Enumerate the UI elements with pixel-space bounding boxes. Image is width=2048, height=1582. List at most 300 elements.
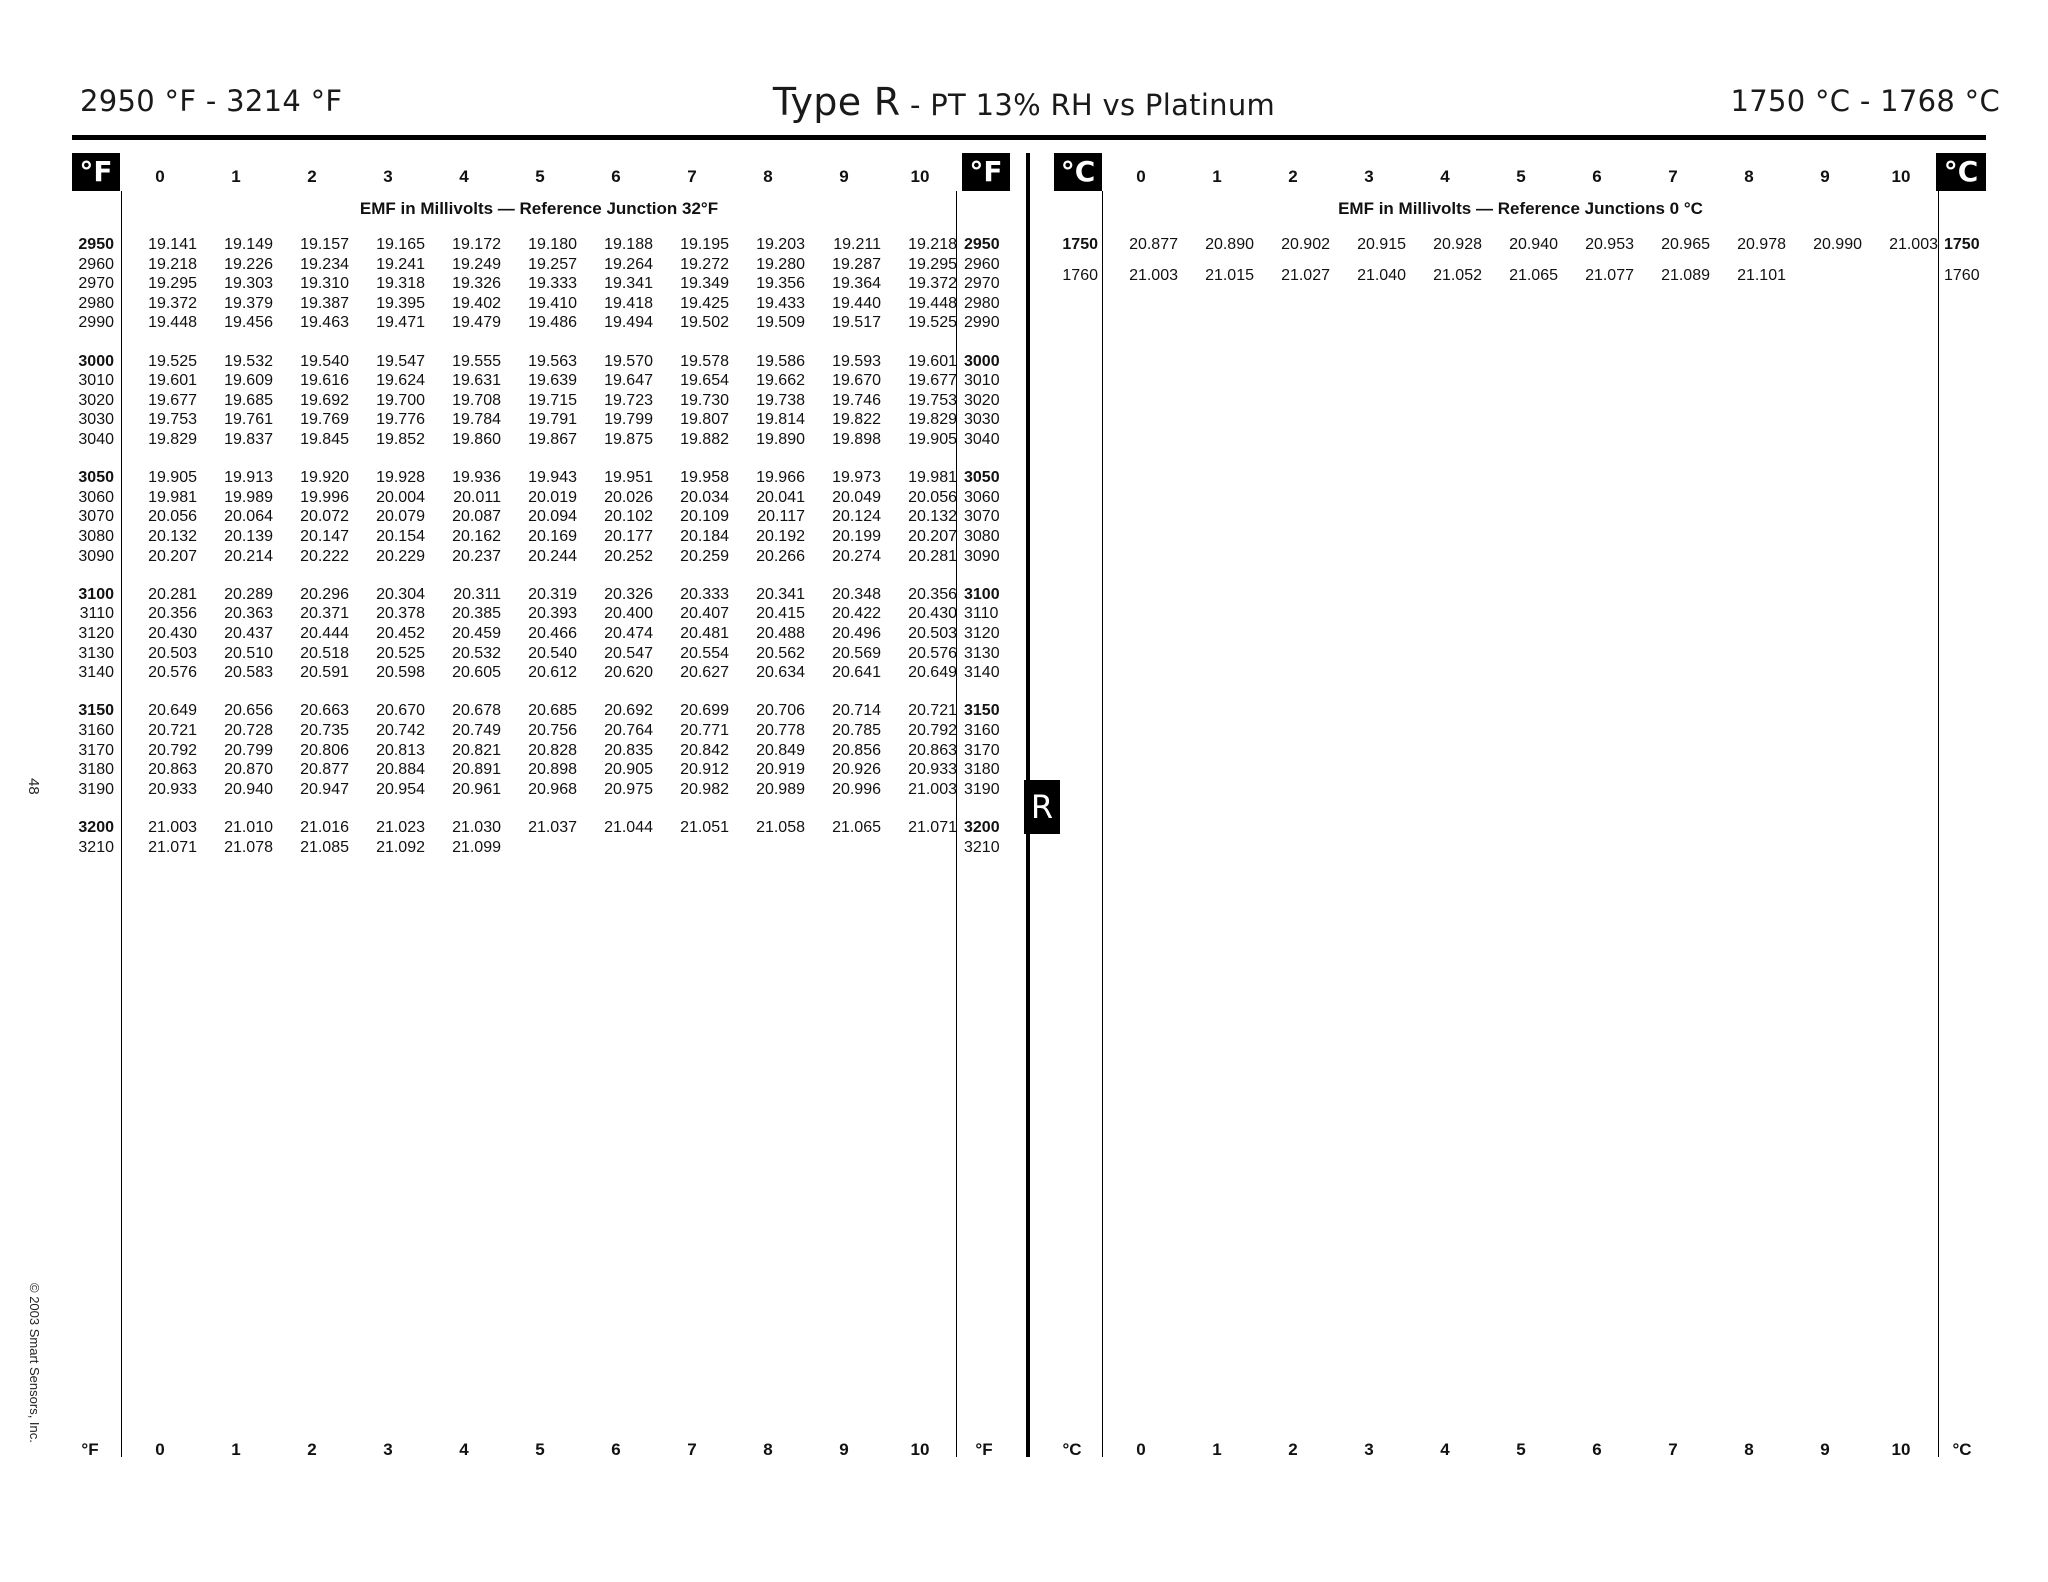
- f-column-footer: 2: [307, 1440, 317, 1459]
- emf-cell: 20.415: [756, 605, 805, 623]
- emf-cell: 19.563: [528, 352, 577, 370]
- emf-cell: 19.989: [224, 488, 273, 506]
- emf-cell: 20.169: [528, 528, 577, 545]
- f-row-label-left: 3110: [79, 605, 114, 623]
- emf-cell: 20.890: [1205, 236, 1254, 253]
- emf-cell: 20.430: [908, 605, 957, 623]
- emf-cell: 19.433: [756, 294, 805, 312]
- emf-cell: 19.920: [300, 469, 349, 487]
- emf-cell: 20.842: [680, 741, 729, 759]
- f-column-footer: 8: [763, 1440, 773, 1459]
- emf-cell: 19.958: [680, 469, 729, 487]
- emf-cell: 19.234: [300, 255, 349, 273]
- emf-cell: 20.792: [148, 741, 197, 759]
- emf-cell: 20.699: [680, 702, 729, 720]
- f-row-label-right: 2980: [964, 294, 1000, 312]
- f-row-label-right: 3010: [964, 372, 1000, 390]
- emf-cell: 20.813: [376, 741, 425, 759]
- f-row-label-left: 3070: [78, 508, 114, 526]
- emf-cell: 19.448: [148, 314, 197, 332]
- f-row-label-left: 2970: [78, 275, 114, 293]
- f-row-label-right: 3060: [964, 488, 1000, 506]
- emf-cell: 19.471: [376, 314, 425, 332]
- emf-cell: 20.989: [756, 780, 805, 798]
- emf-cell: 19.784: [452, 411, 501, 429]
- emf-cell: 19.791: [528, 411, 577, 429]
- emf-cell: 19.882: [680, 431, 729, 448]
- f-row-label-left: 3120: [78, 625, 114, 642]
- emf-cell: 19.555: [452, 352, 501, 370]
- emf-cell: 20.856: [832, 741, 881, 759]
- emf-cell: 20.214: [224, 547, 273, 565]
- emf-cell: 20.884: [376, 761, 425, 779]
- copyright: © 2003 Smart Sensors, Inc.: [27, 1283, 42, 1443]
- f-column-footer: 7: [687, 1440, 697, 1459]
- emf-cell: 20.612: [528, 664, 577, 682]
- emf-cell: 20.576: [908, 644, 957, 662]
- emf-cell: 20.162: [452, 528, 501, 545]
- emf-cell: 19.578: [680, 352, 729, 370]
- c-column-footer: 7: [1668, 1440, 1678, 1459]
- emf-cell: 19.639: [528, 372, 577, 390]
- emf-cell: 19.700: [376, 391, 425, 409]
- emf-cell: 20.620: [604, 664, 653, 682]
- f-row-label-right: 3210: [964, 838, 1000, 856]
- f-row-label-right: 2960: [964, 255, 1000, 273]
- f-column-header: 2: [307, 167, 317, 186]
- emf-cell: 19.203: [756, 236, 805, 253]
- emf-cell: 20.437: [224, 625, 273, 642]
- c-column-header: 8: [1744, 167, 1754, 186]
- emf-cell: 20.685: [528, 702, 577, 720]
- f-row-label-left: 2960: [78, 255, 114, 273]
- f-column-header: 9: [839, 167, 849, 186]
- emf-cell: 19.890: [756, 431, 805, 448]
- emf-cell: 20.891: [452, 761, 501, 779]
- emf-cell: 19.807: [680, 411, 729, 429]
- emf-cell: 19.218: [908, 236, 957, 253]
- emf-cell: 19.418: [604, 294, 653, 312]
- f-row-label-left: 2990: [78, 314, 114, 332]
- emf-cell: 20.356: [908, 585, 957, 603]
- emf-cell: 19.479: [452, 314, 501, 332]
- unit-f-foot-left: °F: [81, 1440, 99, 1459]
- emf-cell: 19.943: [528, 469, 577, 487]
- emf-cell: 20.132: [148, 528, 197, 545]
- emf-cell: 20.304: [376, 585, 425, 603]
- emf-cell: 20.296: [300, 585, 349, 603]
- f-row-label-right: 3030: [964, 411, 1000, 429]
- emf-cell: 19.410: [528, 294, 577, 312]
- emf-cell: 20.965: [1661, 236, 1710, 253]
- f-row-label-right: 3040: [964, 431, 1000, 448]
- emf-cell: 20.996: [832, 780, 881, 798]
- emf-cell: 19.677: [148, 391, 197, 409]
- emf-cell: 19.364: [832, 275, 881, 293]
- f-column-footer: 0: [155, 1440, 165, 1459]
- emf-cell: 19.180: [528, 236, 577, 253]
- f-column-footer: 9: [839, 1440, 849, 1459]
- emf-cell: 19.440: [832, 294, 881, 312]
- emf-cell: 20.026: [604, 488, 653, 506]
- f-row-label-right: 3070: [964, 508, 1000, 526]
- emf-cell: 19.654: [680, 372, 729, 390]
- f-row-label-right: 2970: [964, 275, 1000, 293]
- emf-cell: 19.540: [300, 352, 349, 370]
- title-sub: - PT 13% RH vs Platinum: [900, 88, 1276, 122]
- emf-cell: 19.379: [224, 294, 273, 312]
- emf-cell: 19.570: [604, 352, 653, 370]
- emf-cell: 20.562: [756, 644, 805, 662]
- emf-cell: 20.281: [908, 547, 957, 565]
- f-row-label-right: 3110: [964, 605, 999, 623]
- emf-cell: 19.310: [300, 275, 349, 293]
- emf-cell: 19.662: [756, 372, 805, 390]
- emf-cell: 21.071: [908, 819, 957, 836]
- emf-cell: 19.356: [756, 275, 805, 293]
- emf-cell: 20.649: [908, 664, 957, 682]
- emf-cell: 19.249: [452, 255, 501, 273]
- emf-cell: 19.829: [148, 431, 197, 448]
- f-row-label-left: 3060: [78, 488, 114, 506]
- c-column-header: 9: [1820, 167, 1830, 186]
- emf-cell: 20.503: [148, 644, 197, 662]
- emf-cell: 20.961: [452, 780, 501, 798]
- emf-cell: 20.034: [680, 488, 729, 506]
- emf-cell: 19.448: [908, 294, 957, 312]
- emf-cell: 20.049: [832, 488, 881, 506]
- f-column-footer: 3: [383, 1440, 393, 1459]
- emf-cell: 19.601: [148, 372, 197, 390]
- emf-cell: 21.058: [756, 819, 805, 836]
- emf-cell: 20.978: [1737, 236, 1786, 253]
- emf-cell: 20.915: [1357, 236, 1406, 253]
- emf-cell: 19.753: [148, 411, 197, 429]
- emf-cell: 19.141: [148, 236, 197, 253]
- emf-cell: 19.547: [376, 352, 425, 370]
- emf-cell: 20.877: [1129, 236, 1178, 253]
- emf-cell: 19.149: [224, 236, 273, 253]
- f-row-label-right: 3050: [964, 469, 1000, 487]
- emf-cell: 21.003: [1129, 267, 1178, 284]
- emf-cell: 20.124: [832, 508, 881, 526]
- unit-f-box-left: °F: [72, 153, 120, 191]
- emf-cell: 21.065: [1509, 267, 1558, 284]
- emf-cell: 20.184: [680, 528, 729, 545]
- emf-cell: 20.229: [376, 547, 425, 565]
- emf-cell: 20.975: [604, 780, 653, 798]
- c-column-header: 4: [1440, 167, 1450, 186]
- emf-cell: 19.776: [376, 411, 425, 429]
- f-column-footer: 10: [910, 1440, 930, 1459]
- f-column-footer: 1: [231, 1440, 241, 1459]
- emf-cell: 20.481: [680, 625, 729, 642]
- emf-cell: 20.072: [300, 508, 349, 526]
- emf-cell: 20.576: [148, 664, 197, 682]
- f-row-label-right: 3160: [964, 722, 1000, 739]
- emf-cell: 20.678: [452, 702, 501, 720]
- emf-cell: 20.244: [528, 547, 577, 565]
- emf-cell: 19.165: [376, 236, 425, 253]
- emf-cell: 21.003: [148, 819, 197, 836]
- emf-cell: 19.387: [300, 294, 349, 312]
- emf-cell: 20.452: [376, 625, 425, 642]
- emf-cell: 20.400: [604, 605, 653, 623]
- f-row-label-left: 3160: [78, 722, 114, 739]
- emf-cell: 20.252: [604, 547, 653, 565]
- emf-cell: 20.764: [604, 722, 653, 739]
- c-column-footer: 9: [1820, 1440, 1830, 1459]
- emf-cell: 20.778: [756, 722, 805, 739]
- emf-cell: 19.226: [224, 255, 273, 273]
- f-table-subtitle: EMF in Millivolts — Reference Junction 32°F: [359, 199, 719, 218]
- c-row-label-left: 1750: [1062, 236, 1098, 253]
- emf-cell: 20.503: [908, 625, 957, 642]
- unit-f-foot-right: °F: [975, 1440, 993, 1459]
- emf-cell: 19.280: [756, 255, 805, 273]
- emf-cell: 20.056: [908, 488, 957, 506]
- emf-cell: 20.714: [832, 702, 881, 720]
- emf-cell: 20.496: [832, 625, 881, 642]
- emf-cell: 19.981: [148, 488, 197, 506]
- emf-cell: 19.157: [300, 236, 349, 253]
- emf-cell: 20.430: [148, 625, 197, 642]
- emf-cell: 20.735: [300, 722, 349, 739]
- emf-cell: 19.860: [452, 431, 501, 448]
- emf-cell: 20.670: [376, 702, 425, 720]
- f-row-label-left: 3000: [78, 352, 114, 370]
- emf-cell: 19.172: [452, 236, 501, 253]
- emf-cell: 20.393: [528, 605, 577, 623]
- emf-cell: 20.928: [1433, 236, 1482, 253]
- emf-cell: 20.102: [604, 508, 653, 526]
- emf-cell: 19.692: [300, 391, 349, 409]
- emf-cell: 20.177: [604, 528, 653, 545]
- emf-cell: 20.333: [680, 585, 729, 603]
- emf-cell: 20.849: [756, 741, 805, 759]
- c-table-right-rule: [1938, 191, 1939, 1457]
- emf-cell: 19.532: [224, 352, 273, 370]
- page-number: 48: [25, 778, 42, 795]
- emf-cell: 20.863: [908, 741, 957, 759]
- emf-cell: 21.077: [1585, 267, 1634, 284]
- c-column-footer: 5: [1516, 1440, 1526, 1459]
- emf-cell: 20.771: [680, 722, 729, 739]
- emf-cell: 19.517: [832, 314, 881, 332]
- emf-cell: 19.670: [832, 372, 881, 390]
- unit-c-box-left: °C: [1054, 153, 1102, 191]
- c-row-label-right: 1750: [1944, 236, 1980, 253]
- emf-cell: 20.898: [528, 761, 577, 779]
- emf-cell: 20.902: [1281, 236, 1330, 253]
- emf-cell: 20.785: [832, 722, 881, 739]
- f-row-label-right: 3020: [964, 391, 1000, 409]
- emf-cell: 20.510: [224, 644, 273, 662]
- f-row-label-right: 3180: [964, 761, 1000, 779]
- emf-cell: 19.753: [908, 391, 957, 409]
- f-column-header: 3: [383, 167, 393, 186]
- emf-cell: 21.101: [1737, 267, 1786, 284]
- emf-cell: 21.003: [1889, 236, 1938, 253]
- f-row-label-left: 3150: [78, 702, 114, 720]
- f-row-label-left: 3050: [78, 469, 114, 487]
- emf-cell: 19.333: [528, 275, 577, 293]
- emf-cell: 21.037: [528, 819, 577, 836]
- emf-cell: 20.199: [832, 528, 881, 545]
- emf-cell: 19.905: [148, 469, 197, 487]
- emf-cell: 20.968: [528, 780, 577, 798]
- emf-cell: 19.845: [300, 431, 349, 448]
- emf-cell: 21.092: [376, 838, 425, 856]
- emf-cell: 20.422: [832, 605, 881, 623]
- emf-cell: 19.272: [680, 255, 729, 273]
- f-column-header: 8: [763, 167, 773, 186]
- c-column-footer: 8: [1744, 1440, 1754, 1459]
- c-column-header: 7: [1668, 167, 1678, 186]
- emf-cell: 19.593: [832, 352, 881, 370]
- emf-cell: 20.109: [680, 508, 729, 526]
- emf-cell: 19.502: [680, 314, 729, 332]
- f-column-header: 5: [535, 167, 545, 186]
- emf-cell: 19.188: [604, 236, 653, 253]
- emf-cell: 19.905: [908, 431, 957, 448]
- c-row-label-right: 1760: [1944, 267, 1980, 284]
- emf-cell: 21.003: [908, 780, 957, 798]
- emf-cell: 20.371: [300, 605, 349, 623]
- emf-cell: 20.488: [756, 625, 805, 642]
- emf-cell: 20.019: [528, 488, 577, 506]
- emf-cell: 20.877: [300, 761, 349, 779]
- f-row-label-left: 3030: [78, 411, 114, 429]
- f-row-label-left: 3020: [78, 391, 114, 409]
- emf-cell: 19.799: [604, 411, 653, 429]
- unit-f-box-right: °F: [962, 153, 1010, 191]
- c-column-footer: 6: [1592, 1440, 1602, 1459]
- c-column-footer: 4: [1440, 1440, 1450, 1459]
- emf-cell: 20.569: [832, 644, 881, 662]
- emf-cell: 19.395: [376, 294, 425, 312]
- f-row-label-right: 3200: [964, 819, 1000, 836]
- emf-cell: 21.040: [1357, 267, 1406, 284]
- emf-cell: 21.023: [376, 819, 425, 836]
- emf-cell: 19.372: [908, 275, 957, 293]
- emf-cell: 21.071: [148, 838, 197, 856]
- emf-cell: 20.828: [528, 741, 577, 759]
- emf-cell: 20.742: [376, 722, 425, 739]
- c-column-header: 3: [1364, 167, 1374, 186]
- f-row-label-left: 3190: [78, 780, 114, 798]
- emf-cell: 19.287: [832, 255, 881, 273]
- temperature-range-celsius: 1750 °C - 1768 °C: [1730, 84, 2000, 118]
- temperature-range-fahrenheit: 2950 °F - 3214 °F: [80, 84, 343, 118]
- c-column-header: 2: [1288, 167, 1298, 186]
- emf-cell: 20.912: [680, 761, 729, 779]
- emf-cell: 20.222: [300, 547, 349, 565]
- emf-cell: 19.264: [604, 255, 653, 273]
- emf-cell: 20.363: [224, 605, 273, 623]
- emf-cell: 19.913: [224, 469, 273, 487]
- emf-cell: 20.147: [300, 528, 349, 545]
- f-column-footer: 6: [611, 1440, 621, 1459]
- emf-cell: 20.341: [756, 585, 805, 603]
- emf-cell: 19.738: [756, 391, 805, 409]
- f-column-header: 10: [910, 167, 930, 186]
- f-column-footer: 4: [459, 1440, 469, 1459]
- emf-cell: 20.444: [300, 625, 349, 642]
- emf-cell: 19.898: [832, 431, 881, 448]
- emf-cell: 20.281: [148, 585, 197, 603]
- emf-cell: 20.547: [604, 644, 653, 662]
- emf-cell: 20.326: [604, 585, 653, 603]
- f-column-header: 4: [459, 167, 469, 186]
- f-row-label-left: 3080: [78, 528, 114, 545]
- emf-cell: 19.525: [148, 352, 197, 370]
- f-row-label-right: 3130: [964, 644, 1000, 662]
- emf-cell: 19.616: [300, 372, 349, 390]
- emf-cell: 19.295: [908, 255, 957, 273]
- emf-cell: 20.474: [604, 625, 653, 642]
- emf-cell: 20.139: [224, 528, 273, 545]
- emf-cell: 19.814: [756, 411, 805, 429]
- emf-cell: 21.044: [604, 819, 653, 836]
- emf-cell: 20.259: [680, 547, 729, 565]
- emf-cell: 20.627: [680, 664, 729, 682]
- f-row-label-left: 3010: [78, 372, 114, 390]
- emf-cell: 20.540: [528, 644, 577, 662]
- emf-cell: 20.064: [224, 508, 273, 526]
- emf-cell: 20.933: [148, 780, 197, 798]
- type-r-tab: R: [1024, 780, 1060, 834]
- emf-cell: 20.356: [148, 605, 197, 623]
- emf-cell: 20.289: [224, 585, 273, 603]
- emf-cell: 21.089: [1661, 267, 1710, 284]
- f-row-label-left: 3210: [78, 838, 114, 856]
- emf-cell: 19.601: [908, 352, 957, 370]
- emf-cell: 20.348: [832, 585, 881, 603]
- emf-cell: 20.407: [680, 605, 729, 623]
- emf-cell: 20.799: [224, 741, 273, 759]
- emf-cell: 20.641: [832, 664, 881, 682]
- c-column-footer: 0: [1136, 1440, 1146, 1459]
- emf-cell: 19.295: [148, 275, 197, 293]
- emf-cell: 20.132: [908, 508, 957, 526]
- emf-cell: 20.634: [756, 664, 805, 682]
- emf-cell: 19.195: [680, 236, 729, 253]
- emf-cell: 19.241: [376, 255, 425, 273]
- emf-cell: 20.721: [148, 722, 197, 739]
- emf-cell: 21.016: [300, 819, 349, 836]
- unit-c-foot-right: °C: [1952, 1440, 1972, 1459]
- f-column-header: 6: [611, 167, 621, 186]
- emf-cell: 19.829: [908, 411, 957, 429]
- c-column-footer: 3: [1364, 1440, 1374, 1459]
- emf-cell: 19.624: [376, 372, 425, 390]
- emf-cell: 20.656: [224, 702, 273, 720]
- emf-cell: 20.728: [224, 722, 273, 739]
- emf-cell: 21.015: [1205, 267, 1254, 284]
- emf-cell: 19.647: [604, 372, 653, 390]
- emf-cell: 19.349: [680, 275, 729, 293]
- emf-cell: 19.769: [300, 411, 349, 429]
- emf-cell: 19.708: [452, 391, 501, 409]
- f-row-label-left: 3040: [78, 431, 114, 448]
- emf-cell: 19.525: [908, 314, 957, 332]
- f-row-label-right: 3120: [964, 625, 1000, 642]
- emf-cell: 20.792: [908, 722, 957, 739]
- f-row-label-right: 3170: [964, 741, 1000, 759]
- emf-cell: 20.056: [148, 508, 197, 526]
- emf-cell: 20.756: [528, 722, 577, 739]
